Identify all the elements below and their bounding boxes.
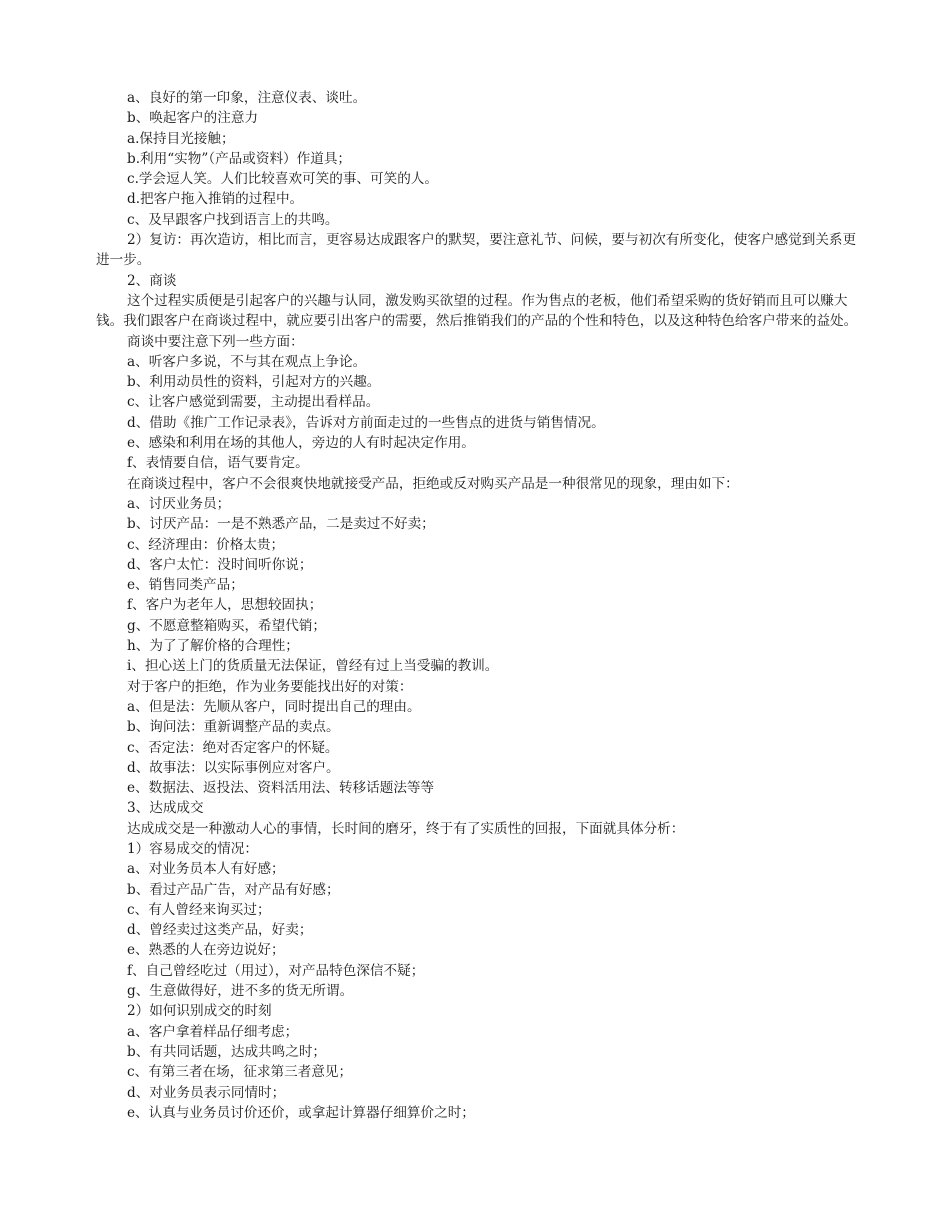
text-line: d、对业务员表示同情时； (127, 1084, 286, 1101)
text-line: c、及早跟客户找到语言上的共鸣。 (127, 211, 339, 228)
text-line: 2）复访：再次造访，相比而言，更容易达成跟客户的默契，要注意礼节、问候，要与初次有所变化，使客户感觉到关系更进一步。 (96, 232, 857, 269)
text-line: e、认真与业务员讨价还价，或拿起计算器仔细算价之时； (127, 1104, 475, 1121)
text-line: 1）容易成交的情况： (127, 840, 258, 857)
text-line: 商谈中要注意下列一些方面： (127, 333, 304, 350)
text-line: b、唤起客户的注意力 (127, 110, 259, 127)
text-line: h、为了了解价格的合理性； (127, 638, 299, 655)
text-line: b、有共同话题，达成共鸣之时； (127, 1043, 327, 1060)
text-line: e、感染和利用在场的其他人，旁边的人有时起决定作用。 (127, 435, 475, 452)
text-line: 达成成交是一种激动人心的事情，长时间的磨牙，终于有了实质性的回报，下面就具体分析： (127, 820, 685, 837)
text-line: 2、商谈 (127, 272, 177, 289)
text-line: c、有第三者在场，征求第三者意见； (127, 1064, 353, 1081)
text-line: a、对业务员本人有好感； (127, 861, 285, 878)
text-line: a、但是法：先顺从客户，同时提出自己的理由。 (127, 698, 421, 715)
text-line: e、销售同类产品； (127, 577, 244, 594)
text-line: f、自己曾经吃过（用过），对产品特色深信不疑； (127, 962, 425, 979)
text-line: d、客户太忙：没时间听你说； (127, 556, 313, 573)
text-line: f、表情要自信，语气要肯定。 (127, 455, 309, 472)
text-line: a、良好的第一印象，注意仪表、谈吐。 (127, 90, 367, 106)
text-line: c、让客户感觉到需要，主动提出看样品。 (127, 394, 380, 411)
text-line: b、看过产品广告，对产品有好感； (127, 881, 340, 898)
text-line: i、担心送上门的货质量无法保证，曾经有过上当受骗的教训。 (127, 658, 499, 675)
text-line: g、生意做得好，进不多的货无所谓。 (127, 983, 354, 1000)
text-line: d、曾经卖过这类产品，好卖； (127, 922, 313, 939)
text-line: b、询问法：重新调整产品的卖点。 (127, 719, 340, 736)
text-line: a、客户拿着样品仔细考虑； (127, 1023, 299, 1040)
text-line: a、讨厌业务员； (127, 495, 231, 512)
text-line: c、否定法：绝对否定客户的怀疑。 (127, 739, 339, 756)
text-line: 2）如何识别成交的时刻 (127, 1003, 272, 1020)
text-line: a、听客户多说，不与其在观点上争论。 (127, 353, 367, 370)
text-line: f、客户为老年人，思想较固执； (127, 597, 323, 614)
text-line: 这个过程实质便是引起客户的兴趣与认同，激发购买欲望的过程。作为售点的老板，他们希望采购的货好销而且可以赚大钱。我们跟客户在商谈过程中，就应要引出客户的需要，然后推销我们的产品的个性和特色，以及这种特色给客户带来的益处。 (96, 292, 858, 330)
text-line: c.学会逗人笑。人们比较喜欢可笑的事、可笑的人。 (127, 171, 438, 188)
text-line: e、熟悉的人在旁边说好； (127, 942, 285, 959)
text-line: e、数据法、返投法、资料活用法、转移话题法等等 (127, 780, 435, 797)
text-line: 3、达成成交 (127, 800, 204, 817)
text-line: 对于客户的拒绝，作为业务要能找出好的对策： (127, 678, 413, 695)
text-line: b.利用“实物”（产品或资料）作道具； (127, 150, 352, 167)
text-line: d、故事法：以实际事例应对客户。 (127, 759, 340, 776)
text-line: d.把客户拖入推销的过程中。 (127, 191, 304, 208)
text-line: b、讨厌产品：一是不熟悉产品，二是卖过不好卖； (127, 516, 435, 533)
text-line: d、借助《推广工作记录表》，告诉对方前面走过的一些售点的进货与销售情况。 (127, 414, 605, 431)
text-line: c、有人曾经来询买过； (127, 901, 271, 918)
text-line: a.保持目光接触； (127, 130, 235, 147)
text-line: c、经济理由：价格太贵； (127, 536, 285, 553)
text-line: b、利用动员性的资料，引起对方的兴趣。 (127, 374, 381, 391)
text-line: 在商谈过程中，客户不会很爽快地就接受产品，拒绝或反对购买产品是一种很常见的现象，理由如下： (127, 475, 739, 492)
text-line: g、不愿意整箱购买，希望代销； (127, 617, 327, 634)
